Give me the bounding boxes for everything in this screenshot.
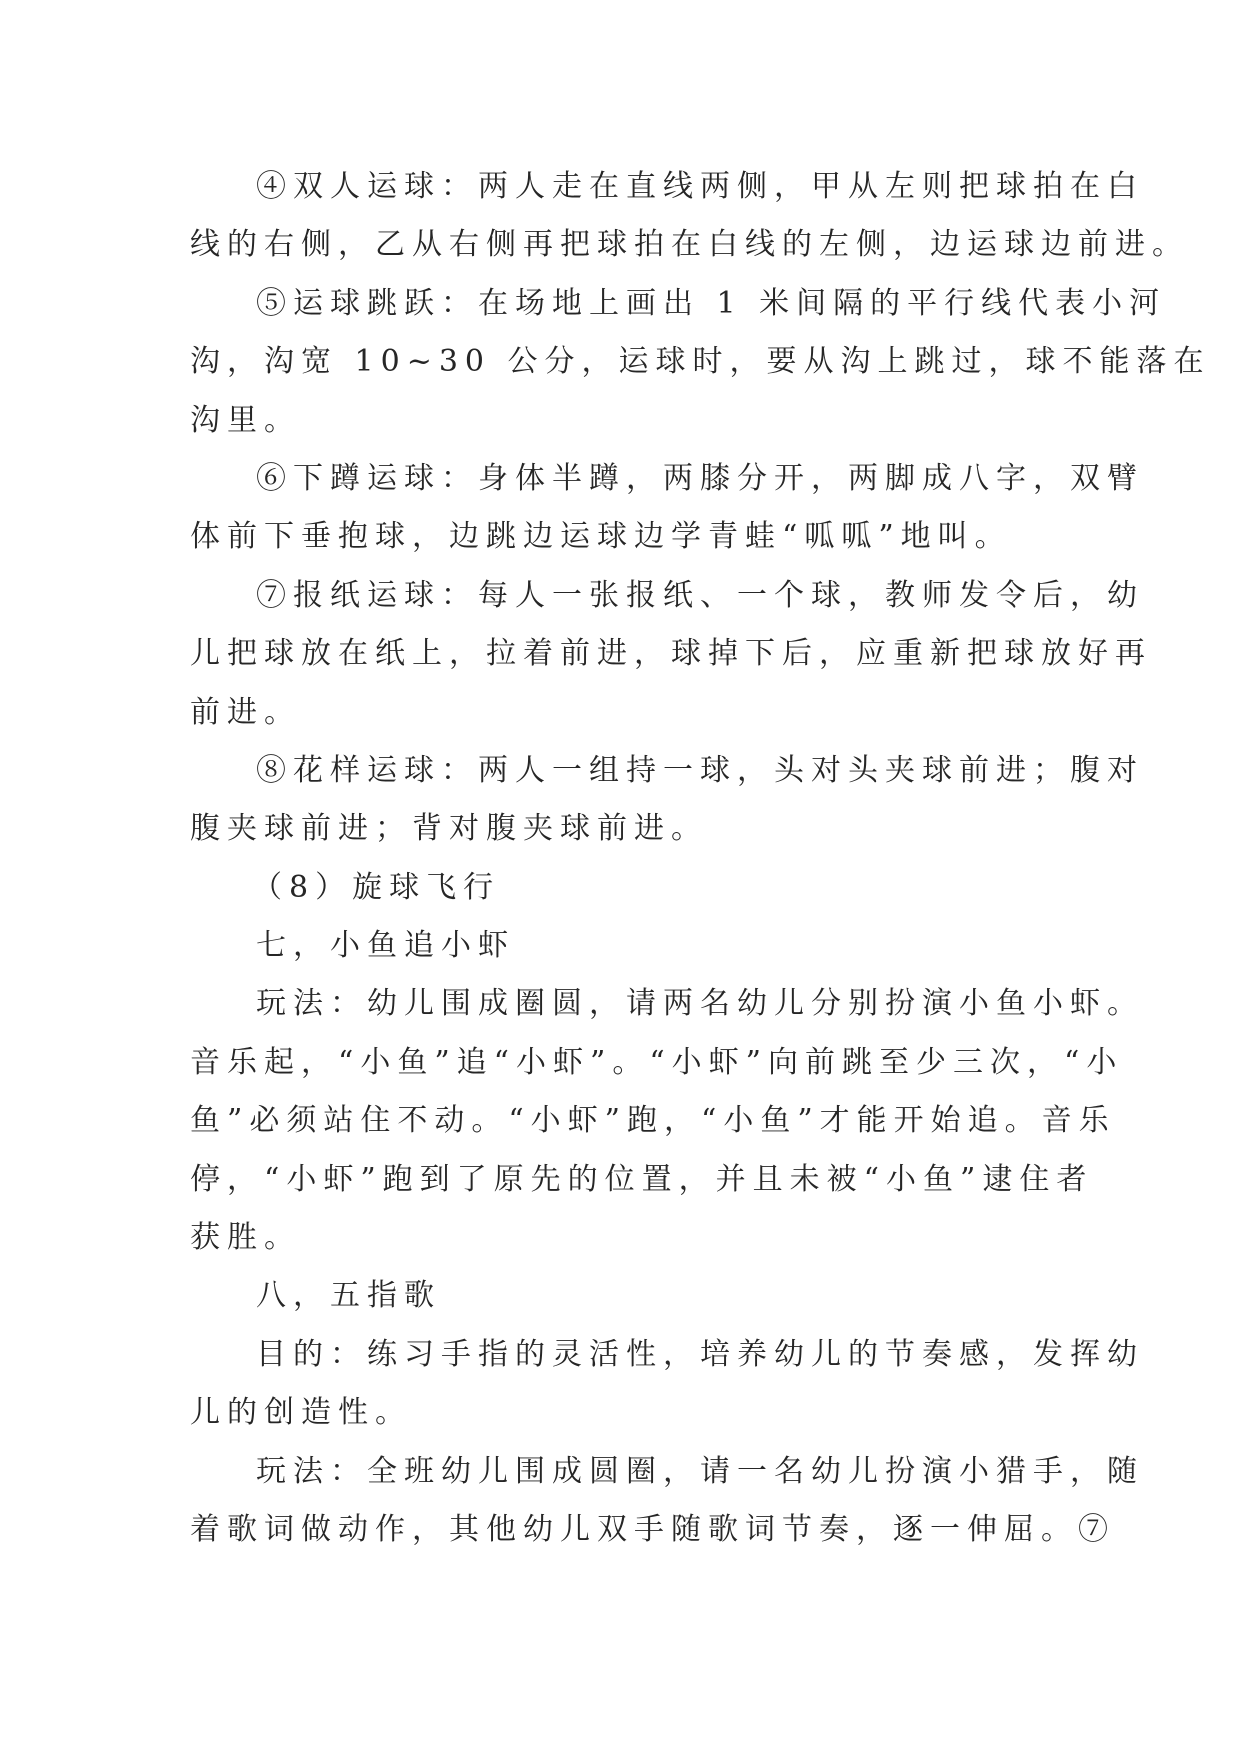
section-heading-little-fish [190,917,1060,975]
text-line: ⑦报纸运球：每人一张报纸、一个球，教师发令后，幼 [256,577,1144,613]
paragraph-fancy-dribble [190,742,1144,859]
text-line: 玩法：全班幼儿围成圆圈，请一名幼儿扮演小猎手，随 [256,1453,1144,1489]
text-line: 沟，沟宽 10~30 公分，运球时，要从沟上跳过，球不能落在 [190,344,1211,380]
text-line: 腹夹球前进；背对腹夹球前进。 [190,811,708,847]
section-title: 七，小鱼追小虾 [256,928,515,964]
text-line: 玩法：幼儿围成圈圆，请两名幼儿分别扮演小鱼小虾。 [256,986,1144,1022]
paragraph-newspaper-dribble [190,567,1152,742]
paragraph-dribble-jump [190,275,1211,450]
paragraph-five-finger-purpose [190,1326,1144,1443]
document-body [190,158,1211,1559]
text-line: 音乐起，“小鱼”追“小虾”。“小虾”向前跳至少三次，“小 [190,1044,1124,1080]
paragraph-squat-dribble [190,450,1144,567]
item-spin-ball [190,859,1060,917]
text-line: 沟里。 [190,402,301,438]
text-line: 儿的创造性。 [190,1395,412,1431]
text-line: 前进。 [190,694,301,730]
text-line: 获胜。 [190,1220,301,1256]
text-line: ⑥下蹲运球：身体半蹲，两膝分开，两脚成八字，双臂 [256,460,1144,496]
text-line: 体前下垂抱球，边跳边运球边学青蛙“呱呱”地叫。 [190,519,1012,555]
text-line: ④双人运球：两人走在直线两侧，甲从左则把球拍在白 [256,169,1144,204]
text-line: 线的右侧，乙从右侧再把球拍在白线的左侧，边运球边前进。 [190,227,1189,263]
subheading: （8）旋球飞行 [252,869,501,905]
text-line: 停，“小虾”跑到了原先的位置，并且未被“小鱼”逮住者 [190,1161,1094,1197]
section-heading-five-finger-song [190,1267,1060,1325]
text-line: 鱼”必须站住不动。“小虾”跑，“小鱼”才能开始追。音乐 [190,1103,1116,1139]
text-line: 着歌词做动作，其他幼儿双手随歌词节奏，逐一伸屈。⑦ [190,1511,1115,1547]
paragraph-five-finger-play [190,1443,1144,1560]
paragraph-little-fish-play [190,975,1144,1267]
text-line: ⑤运球跳跃：在场地上画出 1 米间隔的平行线代表小河 [256,285,1167,321]
text-line: 儿把球放在纸上，拉着前进，球掉下后，应重新把球放好再 [190,636,1152,672]
text-line: 目的：练习手指的灵活性，培养幼儿的节奏感，发挥幼 [256,1336,1144,1372]
paragraph-double-dribble [190,158,1189,275]
text-line: ⑧花样运球：两人一组持一球，头对头夹球前进；腹对 [256,752,1144,788]
section-title: 八，五指歌 [256,1278,441,1314]
